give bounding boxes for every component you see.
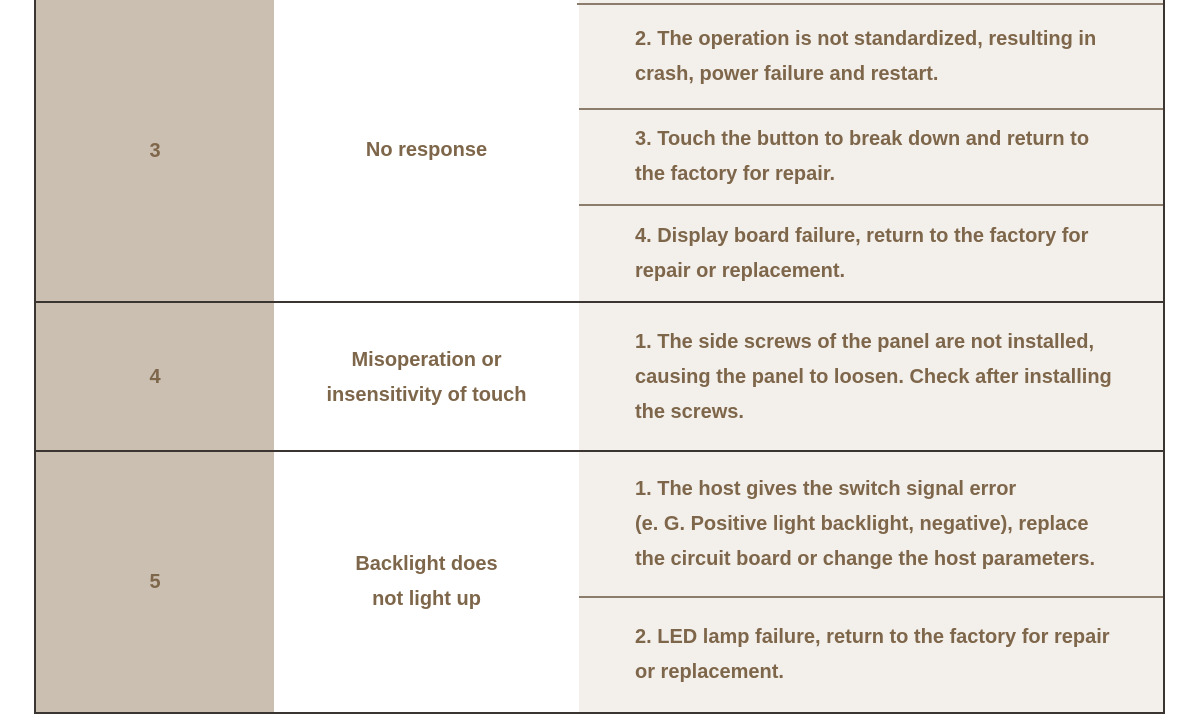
cause-line: repair or replacement. bbox=[635, 259, 846, 282]
row-number: 5 bbox=[36, 452, 274, 712]
cause-item bbox=[579, 452, 1163, 598]
issue-line: Misoperation or bbox=[351, 348, 502, 371]
cause-column bbox=[579, 303, 1163, 452]
issue-line: not light up bbox=[372, 588, 481, 610]
cause-column bbox=[579, 0, 1163, 303]
table-row bbox=[36, 0, 1163, 303]
cause-line: causing the panel to loosen. Check after installing bbox=[635, 366, 1112, 388]
cause-item bbox=[579, 206, 1163, 301]
issue-line: No response bbox=[365, 139, 488, 161]
cause-line: crash, power failure and restart. bbox=[635, 62, 939, 85]
issue-line: insensitivity of touch bbox=[326, 383, 527, 406]
cause-item bbox=[579, 303, 1163, 452]
cause-line: the screws. bbox=[635, 401, 744, 423]
cause-line: (e. G. Positive light backlight, negative), replace bbox=[635, 512, 1089, 535]
row-number: 3 bbox=[36, 0, 274, 303]
table-row bbox=[36, 450, 1163, 712]
cause-item bbox=[579, 5, 1163, 110]
troubleshooting-table bbox=[34, 0, 1165, 714]
row-number: 4 bbox=[36, 303, 274, 452]
cause-line: 4. Display board failure, return to the factory for bbox=[635, 224, 1089, 247]
issue-cell bbox=[274, 0, 579, 303]
cause-item bbox=[579, 598, 1163, 712]
cause-line: 1. The side screws of the panel are not installed, bbox=[635, 331, 1095, 353]
issue-cell bbox=[274, 303, 579, 452]
cause-line: 2. The operation is not standardized, resulting in bbox=[635, 27, 1097, 50]
issue-cell bbox=[274, 452, 579, 712]
cause-column bbox=[579, 452, 1163, 712]
cause-line: or replacement. bbox=[635, 661, 784, 683]
cause-line: 1. The host gives the switch signal error bbox=[635, 477, 1017, 500]
top-divider bbox=[577, 3, 1163, 5]
cause-line: 2. LED lamp failure, return to the factory for repair bbox=[635, 626, 1110, 648]
cause-item bbox=[579, 110, 1163, 206]
cause-line: the circuit board or change the host parameters. bbox=[635, 547, 1096, 570]
table-row bbox=[36, 301, 1163, 452]
issue-line: Backlight does bbox=[355, 553, 498, 575]
cause-line: 3. Touch the button to break down and return to bbox=[635, 128, 1090, 150]
cause-line: the factory for repair. bbox=[635, 163, 836, 185]
